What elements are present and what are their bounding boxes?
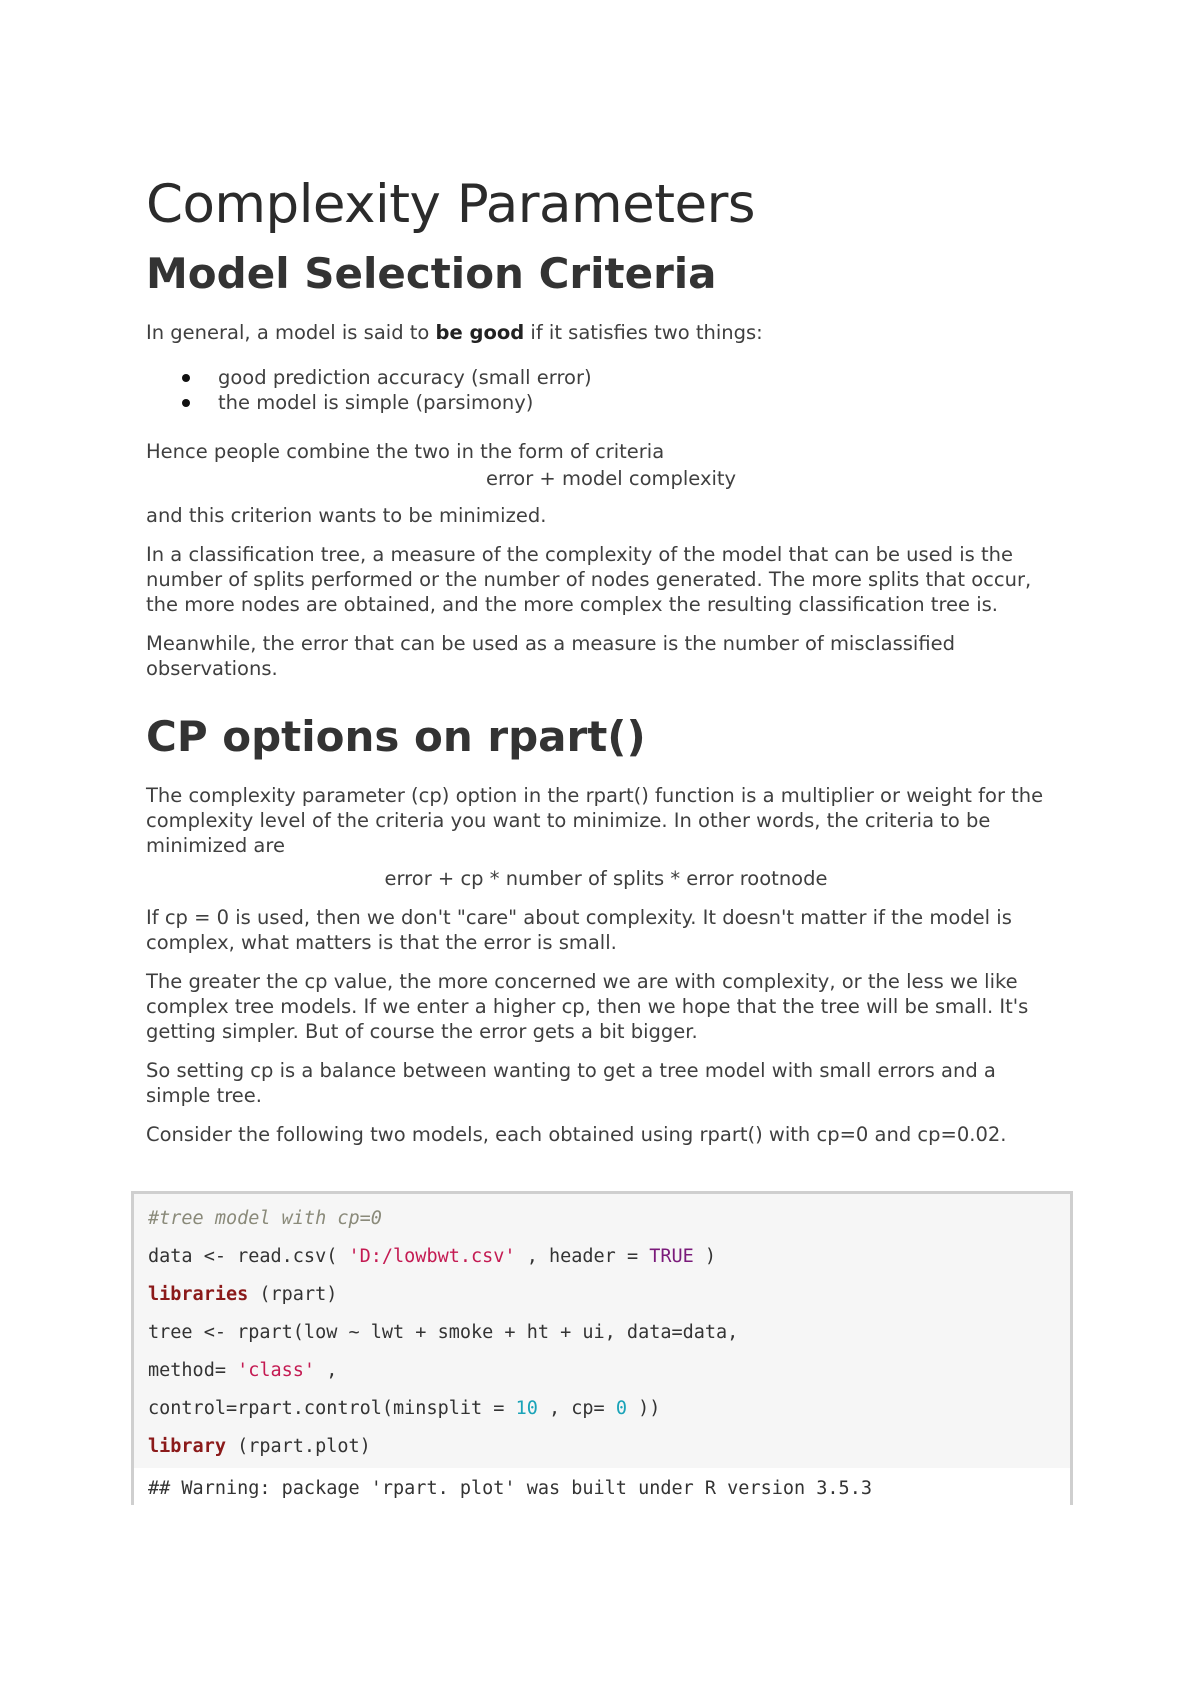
code-number: 10 [515, 1398, 538, 1419]
code-text: control=rpart.control(minsplit = [148, 1398, 516, 1419]
criteria-formula: error + model complexity [486, 467, 737, 490]
cp-paragraph: The complexity parameter (cp) option in the rpart() function is a multiplier or weight for the complexity level of the criteria you want to minimize. In other words, the criteria to be minimized are [146, 784, 1044, 857]
code-text: , header = [515, 1246, 650, 1267]
code-line [134, 1276, 1070, 1314]
consider-paragraph: Consider the following two models, each obtained using rpart() with cp=0 and cp=0.02. [146, 1123, 1007, 1146]
list-item [218, 390, 1066, 415]
code-block [131, 1191, 1073, 1505]
code-text: , [315, 1360, 338, 1381]
intro-bold-text: be good [435, 321, 525, 344]
criteria-list [146, 365, 1066, 415]
classification-tree-paragraph: In a classification tree, a measure of the complexity of the model that can be used is the number of splits performed or the number of nodes generated. The more splits that occur, the more nodes are obtained, and the more complex the resulting classification tree is. [146, 543, 1032, 616]
document-page [146, 170, 1066, 1161]
code-output-line [134, 1468, 1070, 1510]
cp-zero-paragraph: If cp = 0 is used, then we don't "care" about complexity. It doesn't matter if the model is complex, what matters is that the error is small. [146, 906, 1012, 954]
code-line [134, 1352, 1070, 1390]
code-text: data <- read.csv( [148, 1246, 349, 1267]
combine-paragraph: Hence people combine the two in the form of criteria [146, 440, 665, 463]
code-text: method= [148, 1360, 238, 1381]
code-string: 'class' [237, 1360, 316, 1381]
list-item-text: good prediction accuracy (small error) [218, 366, 592, 389]
minimized-paragraph: and this criterion wants to be minimized. [146, 504, 547, 527]
list-item [218, 365, 1066, 390]
intro-text-after: if it satisfies two things: [524, 321, 763, 344]
bullet-icon [182, 399, 190, 407]
code-keyword: libraries [148, 1284, 249, 1305]
code-number: 0 [615, 1398, 627, 1419]
code-line [134, 1390, 1070, 1428]
list-item-text: the model is simple (parsimony) [218, 391, 534, 414]
code-constant: TRUE [649, 1246, 694, 1267]
code-text: , cp= [537, 1398, 616, 1419]
cp-greater-paragraph: The greater the cp value, the more concerned we are with complexity, or the less we like complex tree models. If we enter a higher cp, then we hope that the tree will be small. It's getting simpler. But of course the error gets a bit bigger. [146, 970, 1029, 1043]
code-comment: #tree model with cp=0 [148, 1208, 382, 1229]
code-text: (rpart.plot) [225, 1436, 371, 1457]
intro-text-before: In general, a model is said to [146, 321, 436, 344]
page-title: Complexity Parameters [146, 174, 756, 235]
section-heading-cp-options: CP options on rpart() [146, 712, 646, 761]
bullet-icon [182, 374, 190, 382]
intro-paragraph [146, 320, 1066, 345]
code-text: )) [626, 1398, 661, 1419]
code-line [134, 1238, 1070, 1276]
error-measure-paragraph: Meanwhile, the error that can be used as a measure is the number of misclassified observations. [146, 632, 955, 680]
code-output-text: ## Warning: package 'rpart. plot' was built under R version 3.5.3 [148, 1478, 872, 1499]
code-line [134, 1428, 1070, 1466]
section-heading-model-selection: Model Selection Criteria [146, 249, 717, 298]
cp-formula: error + cp * number of splits * error rootnode [384, 867, 828, 890]
code-string: 'D:/lowbwt.csv' [348, 1246, 516, 1267]
code-line [134, 1200, 1070, 1238]
code-keyword: library [148, 1436, 226, 1457]
cp-balance-paragraph: So setting cp is a balance between wanting to get a tree model with small errors and a simple tree. [146, 1059, 996, 1107]
code-line [134, 1314, 1070, 1352]
code-text: ) [693, 1246, 717, 1267]
code-text: tree <- rpart(low ~ lwt + smoke + ht + ui, data=data, [148, 1322, 739, 1343]
code-text: (rpart) [248, 1284, 338, 1305]
